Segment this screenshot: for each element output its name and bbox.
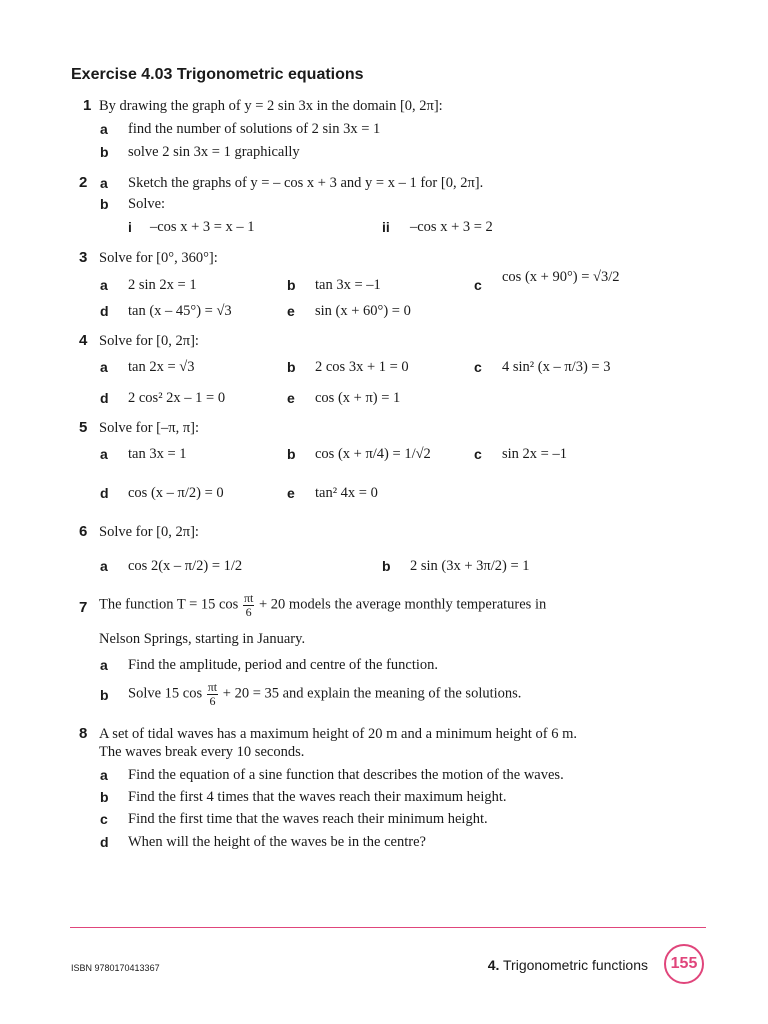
part-text: tan 3x = –1	[315, 277, 381, 293]
fraction-denominator: 6	[245, 604, 252, 619]
question-number: 7	[79, 599, 88, 616]
part-text: cos (x + 90°) = √3/2	[502, 269, 620, 285]
question-number: 4	[79, 332, 88, 349]
part-label: b	[100, 144, 109, 160]
question-number: 6	[79, 523, 88, 540]
part-text-line	[128, 681, 521, 707]
part-label: a	[100, 277, 108, 293]
subpart-text: –cos x + 3 = x – 1	[150, 219, 255, 235]
question-stem: Solve for [0, 2π]:	[99, 333, 199, 349]
part-label: a	[100, 767, 108, 783]
part-label: c	[474, 446, 482, 462]
question-stem: Nelson Springs, starting in January.	[99, 631, 306, 647]
part-text: Find the amplitude, period and centre of the function.	[128, 657, 439, 673]
part-text: solve 2 sin 3x = 1 graphically	[128, 144, 300, 160]
subpart-label: i	[128, 219, 132, 235]
exercise-title: Exercise 4.03 Trigonometric equations	[71, 66, 364, 83]
part-label: c	[474, 359, 482, 375]
part-text: sin (x + 60°) = 0	[315, 303, 411, 319]
chapter-title	[488, 957, 648, 973]
part-text: Solve:	[128, 196, 166, 212]
question-stem: By drawing the graph of y = 2 sin 3x in the domain [0, 2π]:	[99, 98, 443, 114]
chapter-name: Trigonometric functions	[503, 957, 648, 973]
part-text: cos 2(x – π/2) = 1/2	[128, 558, 243, 574]
part-text: Find the first time that the waves reach their minimum height.	[128, 811, 488, 827]
part-label: e	[287, 303, 295, 319]
part-text: 2 sin 2x = 1	[128, 277, 197, 293]
footer-divider	[70, 927, 706, 928]
part-text: tan (x – 45°) = √3	[128, 303, 232, 319]
part-text: 4 sin² (x – π/3) = 3	[502, 359, 611, 375]
part-label: e	[287, 390, 295, 406]
part-text: tan 3x = 1	[128, 446, 187, 462]
isbn: ISBN 9780170413367	[71, 963, 160, 973]
question-number: 5	[79, 419, 88, 436]
part-label: a	[100, 359, 108, 375]
page-number: 155	[664, 944, 704, 984]
part-text: Sketch the graphs of y = – cos x + 3 and y = x – 1 for [0, 2π].	[128, 175, 484, 191]
part-label: a	[100, 558, 108, 574]
part-label: a	[100, 657, 108, 673]
question-stem: The waves break every 10 seconds.	[99, 744, 305, 760]
question-number: 8	[79, 725, 88, 742]
part-label: d	[100, 390, 109, 406]
part-text: Solve 15 cos	[128, 685, 203, 702]
part-label: c	[100, 811, 108, 827]
fraction	[243, 592, 254, 618]
part-text: sin 2x = –1	[502, 446, 567, 462]
part-text: find the number of solutions of 2 sin 3x = 1	[128, 121, 381, 137]
part-text: cos (x – π/2) = 0	[128, 485, 224, 501]
question-stem: A set of tidal waves has a maximum height of 20 m and a minimum height of 6 m.	[99, 726, 578, 742]
part-text: tan² 4x = 0	[315, 485, 378, 501]
part-text: tan 2x = √3	[128, 359, 195, 375]
question-number: 2	[79, 174, 88, 191]
part-label: b	[287, 277, 296, 293]
question-number: 3	[79, 249, 88, 266]
fraction	[207, 681, 218, 707]
part-label: d	[100, 303, 109, 319]
stem-text: The function T = 15 cos	[99, 596, 239, 613]
stem-text: + 20 models the average monthly temperatures in	[259, 596, 547, 613]
part-text: cos (x + π/4) = 1/√2	[315, 446, 431, 462]
part-text: + 20 = 35 and explain the meaning of the solutions.	[222, 685, 522, 702]
part-label: a	[100, 175, 108, 191]
part-label: b	[100, 196, 109, 212]
fraction-numerator: πt	[207, 680, 218, 694]
part-text: 2 sin (3x + 3π/2) = 1	[410, 558, 530, 574]
question-stem-line	[99, 592, 546, 618]
part-label: b	[100, 789, 109, 805]
part-text: 2 cos 3x + 1 = 0	[315, 359, 409, 375]
part-text: 2 cos² 2x – 1 = 0	[128, 390, 226, 406]
question-stem: Solve for [0°, 360°]:	[99, 250, 218, 266]
part-label: d	[100, 485, 109, 501]
part-label: b	[287, 359, 296, 375]
part-label: b	[382, 558, 391, 574]
part-text: Find the equation of a sine function that describes the motion of the waves.	[128, 767, 564, 783]
part-text: When will the height of the waves be in the centre?	[128, 834, 426, 850]
part-label: c	[474, 277, 482, 293]
part-label: b	[100, 687, 109, 703]
part-label: a	[100, 446, 108, 462]
part-text: cos (x + π) = 1	[315, 390, 401, 406]
part-label: d	[100, 834, 109, 850]
chapter-number: 4.	[487, 957, 500, 973]
fraction-numerator: πt	[243, 591, 254, 605]
subpart-text: –cos x + 3 = 2	[410, 219, 493, 235]
question-stem: Solve for [–π, π]:	[99, 420, 200, 436]
fraction-denominator: 6	[209, 693, 216, 708]
part-text: Find the first 4 times that the waves reach their maximum height.	[128, 789, 507, 805]
subpart-label: ii	[382, 219, 390, 235]
part-label: a	[100, 121, 108, 137]
part-label: e	[287, 485, 295, 501]
question-number: 1	[83, 97, 92, 114]
part-label: b	[287, 446, 296, 462]
question-stem: Solve for [0, 2π]:	[99, 524, 199, 540]
